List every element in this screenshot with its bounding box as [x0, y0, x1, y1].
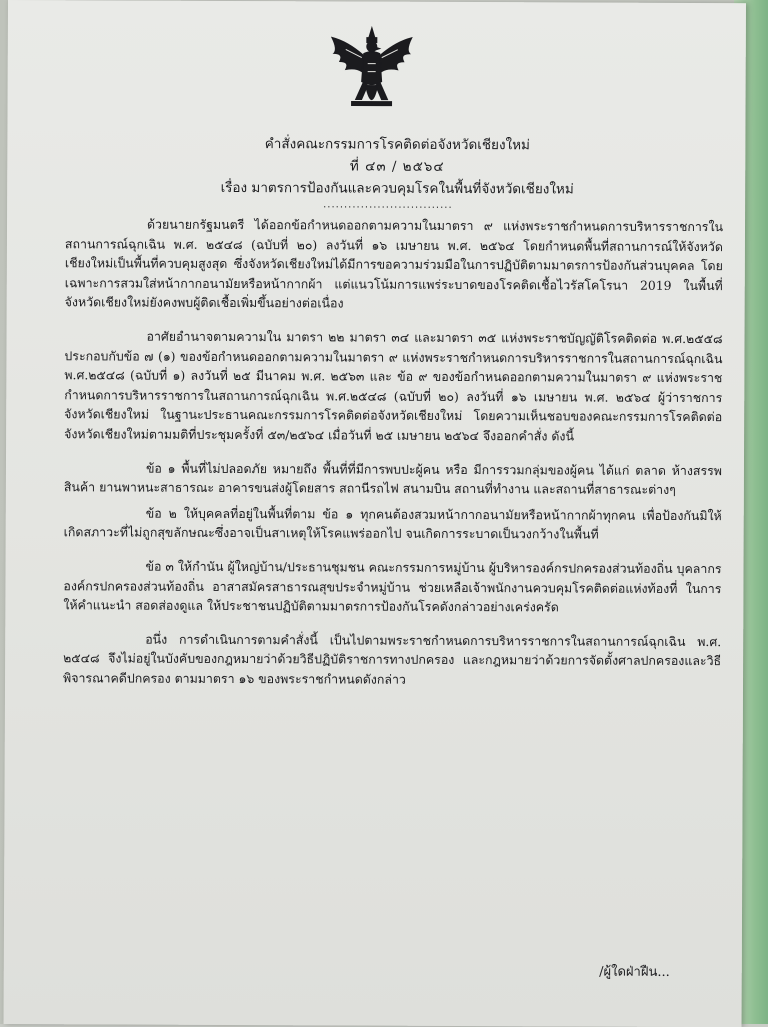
- paragraph-preamble: ด้วยนายกรัฐมนตรี ได้ออกข้อกำหนดออกตามความในมาตรา ๙ แห่งพระราชกำหนดการบริหารราชการในสถานการณ์ฉุกเฉิน พ.ศ. ๒๕๔๘ (ฉบับที่ ๒๐) ลงวันที่ ๑๖ เมษายน พ.ศ. ๒๕๖๔ โดยกำหนดพื้นที่สถานการณ์ให้จังหวัดเชียงใหม่เป็นพื้นที่ควบคุมสูงสุด ซึ่งจังหวัดเชียงใหม่ได้มีการขอความร่วมมือในการปฏิบัติตามมาตรการป้องกันส่วนบุคคล โดยเฉพาะการสวมใส่หน้ากากอนามัยหรือหน้ากากผ้า แต่แนวโน้มการแพร่ระบาดของโรคติดเชื้อไวรัสโคโรนา 2019 ในพื้นที่จังหวัดเชียงใหม่ยังคงพบผู้ติดเชื้อเพิ่มขึ้นอย่างต่อเนื่อง: [64, 216, 724, 311]
- paragraph-notice: อนึ่ง การดำเนินการตามคำสั่งนี้ เป็นไปตามพระราชกำหนดการบริหารราชการในสถานการณ์ฉุกเฉิน พ.ศ. ๒๕๔๘ จึงไม่อยู่ในบังคับของกฎหมายว่าด้วยวิธีปฏิบัติราชการทางปกครอง และกฎหมายว่าด้วยการจัดตั้งศาลปกครองและวิธีพิจารณาคดีปกครอง ตามมาตรา ๑๖ ของพระราชกำหนดดังกล่าว: [63, 631, 722, 687]
- paragraph-clause-3: ข้อ ๓ ให้กำนัน ผู้ใหญ่บ้าน/ประธานชุมชน คณะกรรมการหมู่บ้าน ผู้บริหารองค์กรปกครองส่วนท้องถิ่น บุคลากรองค์กรปกครองส่วนท้องถิ่น อาสาสมัครสาธารณสุขประจำหมู่บ้าน ช่วยเหลือเจ้าพนักงานควบคุมโรคติดต่อแห่งท้องที่ ในการให้คำแนะนำ สอดส่องดูแล ให้ประชาชนปฏิบัติตามมาตรการป้องกันโรคดังกล่าวอย่างเคร่งครัด: [63, 558, 722, 615]
- order-subject: เรื่อง มาตรการป้องกันและควบคุมโรคในพื้นที่จังหวัดเชียงใหม่: [220, 179, 574, 198]
- order-title: คำสั่งคณะกรรมการโรคติดต่อจังหวัดเชียงใหม่: [264, 136, 530, 154]
- garuda-emblem-icon: [323, 23, 419, 119]
- paragraph-clause-1: ข้อ ๑ พื้นที่ไม่ปลอดภัย หมายถึง พื้นที่ที่มีการพบปะผู้คน หรือ มีการรวมกลุ่มของผู้คน ได้แก่ ตลาด ห้างสรรพสินค้า ยานพาหนะสาธารณะ อาคารขนส่งผู้โดยสาร สถานีรถไฟ สนามบิน สถานที่ทำงาน และสถานที่สาธารณะต่างๆ: [63, 460, 722, 498]
- paragraph-clause-2: ข้อ ๒ ให้บุคคลที่อยู่ในพื้นที่ตาม ข้อ ๑ ทุกคนต้องสวมหน้ากากอนามัยหรือหน้ากากผ้าทุกคน เพื่อป้องกันมิให้เกิดสภาวะที่ไม่ถูกสุขลักษณะซึ่งอาจเป็นสาเหตุให้โรคแพร่ออกไป จนเกิดการระบาดเป็นวงกว้างในพื้นที่: [63, 505, 722, 542]
- document-body: [63, 214, 723, 704]
- paragraph-authority: อาศัยอำนาจตามความใน มาตรา ๒๒ มาตรา ๓๔ และมาตรา ๓๕ แห่งพระราชบัญญัติโรคติดต่อ พ.ศ.๒๕๕๘ ประกอบกับข้อ ๗ (๑) ของข้อกำหนดออกตามความในมาตรา ๙ แห่งพระราชกำหนดการบริหารราชการในสถานการณ์ฉุกเฉิน พ.ศ.๒๕๔๘ (ฉบับที่ ๑) ลงวันที่ ๒๕ มีนาคม พ.ศ. ๒๕๖๓ และ ข้อ ๙ ของข้อกำหนดออกตามความในมาตรา ๙ แห่งพระราชกำหนดการบริหารราชการในสถานการณ์ฉุกเฉิน พ.ศ.๒๕๔๘ (ฉบับที่ ๒๐) ลงวันที่ ๑๖ เมษายน พ.ศ. ๒๕๖๔ ผู้ว่าราชการจังหวัดเชียงใหม่ ในฐานะประธานคณะกรรมการโรคติดต่อจังหวัดเชียงใหม่ โดยความเห็นชอบของคณะกรรมการโรคติดต่อจังหวัดเชียงใหม่ตามมติที่ประชุมครั้งที่ ๕๓/๒๕๖๔ เมื่อวันที่ ๒๕ เมษายน ๒๕๖๔ จึงออกคำสั่ง ดังนี้: [64, 328, 723, 444]
- document-page: [4, 0, 746, 1027]
- continuation-note: /ผู้ใดฝ่าฝืน...: [599, 964, 670, 980]
- header-separator: ...............................: [323, 199, 453, 211]
- order-number: ที่ ๔๓ / ๒๕๖๔: [349, 158, 445, 175]
